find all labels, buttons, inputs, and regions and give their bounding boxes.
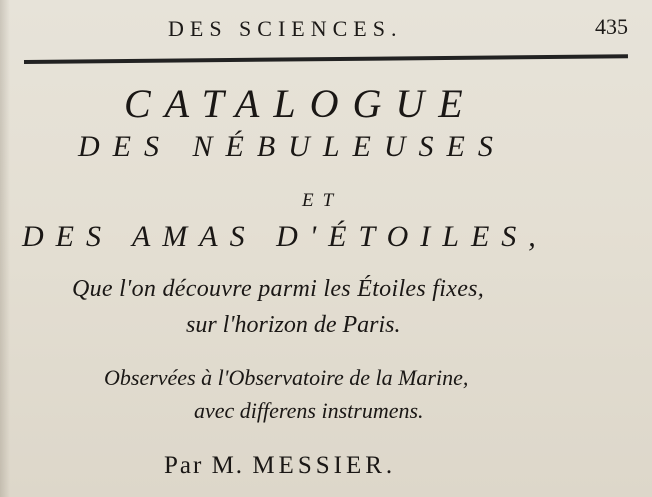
title-et: ET (302, 190, 343, 211)
title-des-nebuleuses: DES NÉBULEUSES (78, 130, 506, 163)
header-rule (24, 54, 628, 64)
author-name: MESSIER. (252, 452, 397, 479)
observation-line-2: avec differens instrumens. (194, 398, 424, 423)
subtitle-line-2: sur l'horizon de Paris. (186, 312, 401, 338)
running-head (0, 14, 652, 48)
author-line (164, 452, 396, 480)
page-gutter-shadow (0, 0, 10, 497)
author-prefix: Par M. (164, 452, 245, 479)
page-number: 435 (595, 14, 628, 39)
subtitle-line-1: Que l'on découvre parmi les Étoiles fixes, (72, 276, 485, 302)
observation-line-1: Observées à l'Observatoire de la Marine, (104, 365, 469, 390)
title-des-amas-detoiles: DES AMAS D'ÉTOILES, (22, 220, 548, 253)
running-title: DES SCIENCES. (168, 16, 403, 41)
title-catalogue: CATALOGUE (124, 81, 477, 126)
